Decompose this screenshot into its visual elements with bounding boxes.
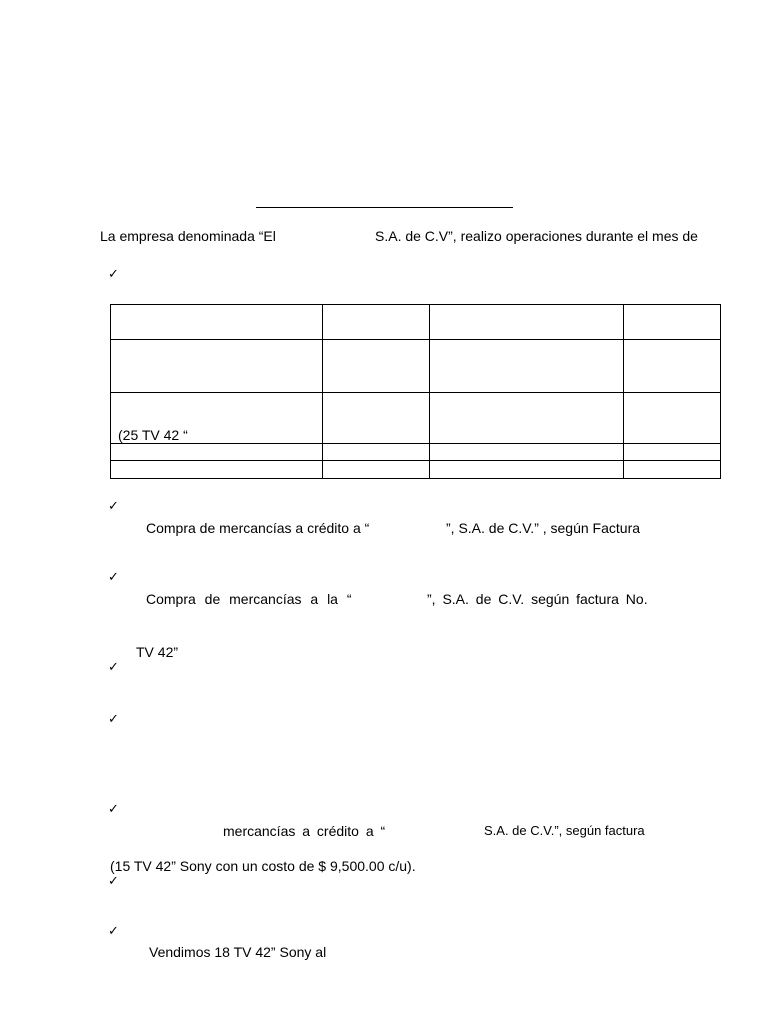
table-cell (323, 393, 430, 444)
line2-text-end: ”, S.A. de C.V. según factura No. (427, 591, 648, 607)
table-cell (624, 393, 721, 444)
table-cell (111, 340, 323, 393)
checkmark-icon: ✓ (108, 802, 119, 817)
checkmark-icon: ✓ (108, 924, 119, 939)
table-cell (323, 340, 430, 393)
table-row (111, 393, 721, 444)
line3-text: TV 42” (136, 644, 179, 660)
table-cell (430, 305, 624, 340)
table-row (111, 461, 721, 479)
table-cell (430, 393, 624, 444)
checkmark-icon: ✓ (108, 267, 119, 282)
line4-text-start: mercancías a crédito a “ (223, 823, 386, 839)
checkmark-icon: ✓ (108, 570, 119, 585)
table-cell: (25 TV 42 “ (111, 393, 323, 444)
line5-text: (15 TV 42” Sony con un costo de $ 9,500.00 c/u). (110, 858, 416, 874)
intro-text-end: S.A. de C.V”, realizo operaciones durante el mes de (375, 228, 698, 244)
checkmark-icon: ✓ (108, 499, 119, 514)
table-cell (323, 461, 430, 479)
table-cell (430, 461, 624, 479)
table-row (111, 340, 721, 393)
table-cell (430, 444, 624, 461)
checkmark-icon: ✓ (108, 660, 119, 675)
table-cell (111, 305, 323, 340)
table-cell (323, 444, 430, 461)
table-row (111, 305, 721, 340)
line1-text-start: Compra de mercancías a crédito a “ (146, 520, 370, 536)
table-cell (323, 305, 430, 340)
line4-text-end: S.A. de C.V.”, según factura (484, 823, 645, 838)
table-cell (624, 461, 721, 479)
table-cell (111, 444, 323, 461)
title-underline (256, 207, 513, 208)
line6-text: Vendimos 18 TV 42” Sony al (149, 944, 327, 960)
checkmark-icon: ✓ (108, 712, 119, 727)
table-row (111, 444, 721, 461)
intro-text-start: La empresa denominada “El (100, 228, 276, 244)
line2-text-start: Compra de mercancías a la “ (146, 591, 352, 607)
line1-text-end: ”, S.A. de C.V.” , según Factura (446, 520, 641, 536)
operations-table (110, 304, 721, 479)
checkmark-icon: ✓ (108, 874, 119, 889)
table-cell (624, 340, 721, 393)
table-cell (111, 461, 323, 479)
table-cell (624, 444, 721, 461)
table-cell (430, 340, 624, 393)
table-cell (624, 305, 721, 340)
